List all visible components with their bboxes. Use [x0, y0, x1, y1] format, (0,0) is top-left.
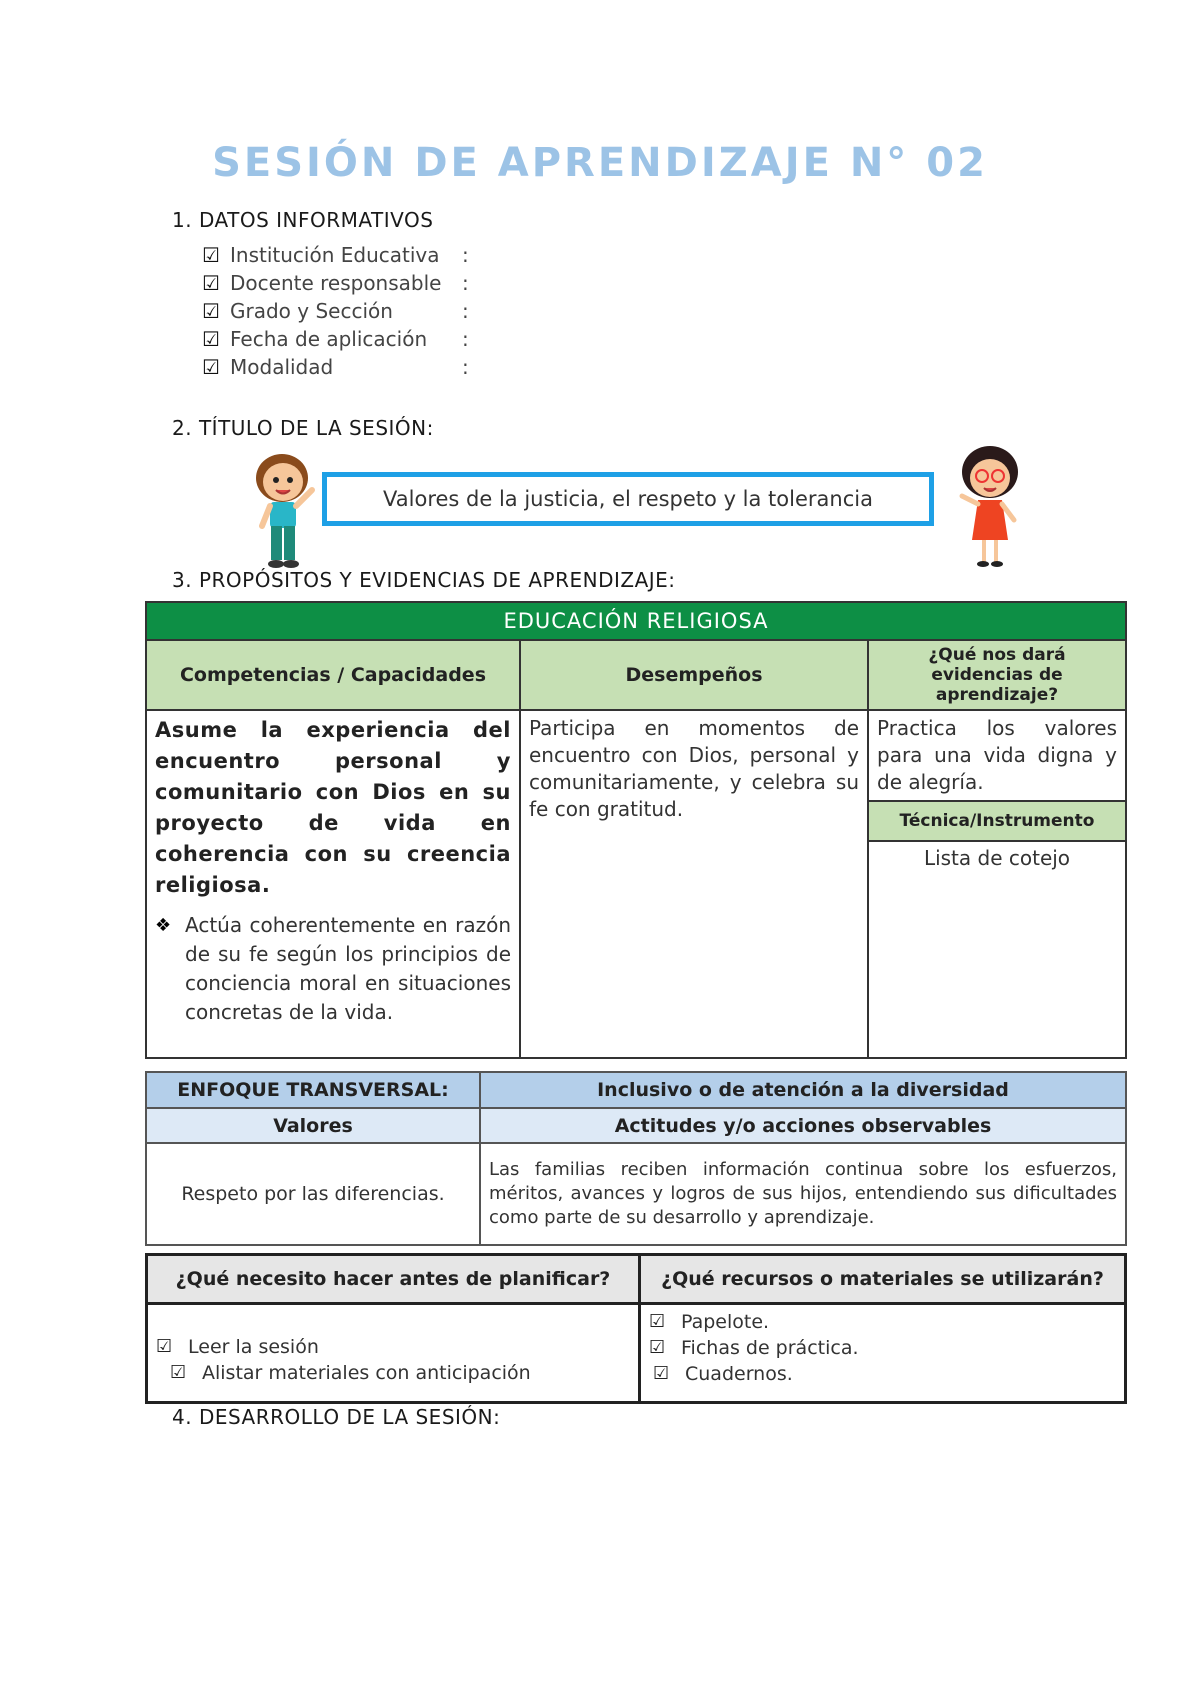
checkbox-icon: ☑ [170, 1362, 187, 1383]
info-label: Institución Educativa [230, 243, 440, 267]
page-title: SESIÓN DE APRENDIZAJE N° 02 [212, 140, 988, 186]
datos-informativos-list [202, 241, 469, 381]
checkbox-icon: ☑ [156, 1336, 173, 1357]
info-item [202, 353, 469, 381]
enfoque-table [145, 1071, 1127, 1246]
valor-cell: Respeto por las diferencias. [146, 1143, 480, 1245]
desempeno-cell [520, 710, 868, 1058]
col-valores: Valores [146, 1108, 480, 1143]
tecnica-header: Técnica/Instrumento [868, 801, 1126, 841]
info-separator: : [462, 327, 469, 351]
info-item [202, 269, 469, 297]
info-item [202, 297, 469, 325]
enfoque-label: ENFOQUE TRANSVERSAL: [146, 1072, 480, 1108]
checkbox-icon: ☑ [649, 1311, 666, 1332]
section-1-title: DATOS INFORMATIVOS [198, 208, 434, 232]
checkbox-icon: ☑ [202, 355, 220, 379]
list-item [649, 1309, 1116, 1335]
session-title-box: Valores de la justicia, el respeto y la tolerancia [322, 472, 934, 526]
list-item [156, 1320, 630, 1360]
girl-illustration [950, 440, 1030, 575]
antes-cell [147, 1304, 640, 1403]
section-3-title: PROPÓSITOS Y EVIDENCIAS DE APRENDIZAJE: [198, 568, 676, 592]
list-item [156, 1360, 630, 1386]
col-evidencias: ¿Qué nos dará evidencias de aprendizaje? [868, 640, 1126, 710]
col-antes: ¿Qué necesito hacer antes de planificar? [147, 1255, 640, 1304]
boy-illustration [246, 440, 326, 575]
capacidad-text: Actúa coherentemente en razón de su fe según los principios de conciencia moral en situaciones concretas de la vida. [185, 913, 511, 1024]
info-label: Docente responsable [230, 271, 442, 295]
section-1-number: 1. [172, 208, 193, 232]
section-4-heading [172, 1405, 500, 1429]
checkbox-icon: ☑ [653, 1363, 670, 1384]
section-2-number: 2. [172, 416, 193, 440]
section-2-heading [172, 416, 434, 440]
recursos-cell [640, 1304, 1126, 1403]
desempeno-text: Participa en momentos de encuentro con Dios, personal y comunitariamente, y celebra su fe con gratitud. [529, 716, 859, 821]
info-label: Grado y Sección [230, 299, 393, 323]
section-3-number: 3. [172, 568, 193, 592]
evidencia-text: Practica los valores para una vida digna y de alegría. [877, 716, 1117, 794]
propositos-table [145, 601, 1127, 1059]
col-recursos: ¿Qué recursos o materiales se utilizarán? [640, 1255, 1126, 1304]
info-separator: : [462, 299, 469, 323]
competencia-text: Asume la experiencia del encuentro personal y comunitario con Dios en su proyecto de vida en coherencia con su creencia religiosa. [155, 718, 511, 897]
list-item-text: Cuadernos. [685, 1363, 793, 1385]
evidencia-cell [868, 710, 1126, 801]
list-item [649, 1335, 1116, 1361]
actitud-cell: Las familias reciben información continua sobre los esfuerzos, méritos, avances y logros de sus hijos, entendiendo sus dificultades como parte de su desarrollo y aprendizaje. [480, 1143, 1126, 1245]
checkbox-icon: ☑ [202, 327, 220, 351]
info-item [202, 241, 469, 269]
col-actitudes: Actitudes y/o acciones observables [480, 1108, 1126, 1143]
list-item-text: Leer la sesión [188, 1336, 319, 1358]
col-desempenos: Desempeños [520, 640, 868, 710]
col-competencias: Competencias / Capacidades [146, 640, 520, 710]
enfoque-value: Inclusivo o de atención a la diversidad [480, 1072, 1126, 1108]
list-item [649, 1361, 1116, 1387]
info-separator: : [462, 271, 469, 295]
checkbox-icon: ☑ [202, 243, 220, 267]
section-4-number: 4. [172, 1405, 193, 1429]
list-item-text: Alistar materiales con anticipación [202, 1362, 531, 1384]
capacidad-item [155, 911, 511, 1027]
info-label: Fecha de aplicación [230, 327, 428, 351]
section-1-heading [172, 208, 433, 232]
checkbox-icon: ☑ [202, 299, 220, 323]
section-4-title: DESARROLLO DE LA SESIÓN: [198, 1405, 501, 1429]
section-3-heading [172, 568, 676, 592]
section-2-title: TÍTULO DE LA SESIÓN: [198, 416, 434, 440]
info-item [202, 325, 469, 353]
info-separator: : [462, 243, 469, 267]
competencia-cell [146, 710, 520, 1058]
list-item-text: Papelote. [681, 1311, 770, 1333]
info-label: Modalidad [230, 355, 334, 379]
list-item-text: Fichas de práctica. [681, 1337, 859, 1359]
diamond-bullet-icon: ❖ [155, 915, 172, 936]
checkbox-icon: ☑ [202, 271, 220, 295]
checkbox-icon: ☑ [649, 1337, 666, 1358]
planning-table [145, 1253, 1127, 1404]
tecnica-value: Lista de cotejo [868, 841, 1126, 1058]
info-separator: : [462, 355, 469, 379]
area-header: EDUCACIÓN RELIGIOSA [146, 602, 1126, 640]
